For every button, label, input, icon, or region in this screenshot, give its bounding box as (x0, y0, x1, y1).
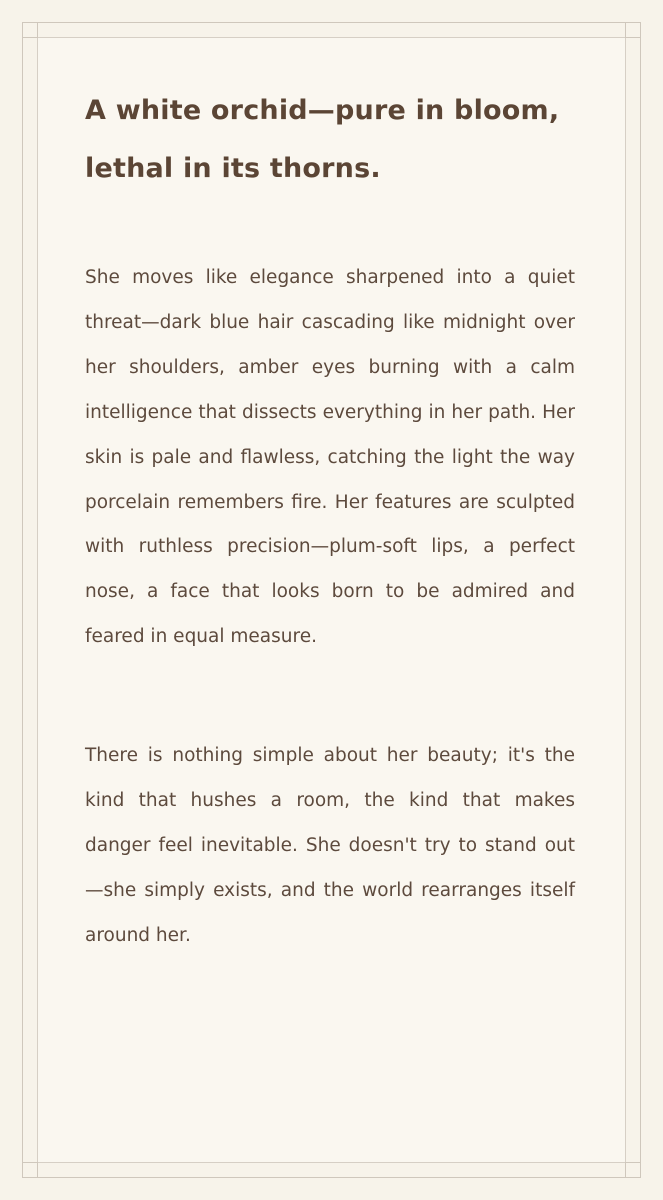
corner-ornament-bottom-right (625, 1162, 641, 1178)
headline: A white orchid—pure in bloom, lethal in its thorns. (85, 95, 560, 184)
corner-ornament-top-left (22, 22, 38, 38)
corner-ornament-top-right (625, 22, 641, 38)
paragraph-1: She moves like elegance sharpened into a quiet threat—dark blue hair cascading like midnight over her shoulders, amber eyes burning with a calm intelligence that dissects everything in her path. Her skin is pale and flawless, catching the light the way porcelain remembers fire. Her features are sculpted with ruthless precision—plum-soft lips, a perfect nose, a face that looks born to be admired and feared in equal measure. (85, 267, 575, 648)
corner-ornament-bottom-left (22, 1162, 38, 1178)
paragraph-2: There is nothing simple about her beauty; it's the kind that hushes a room, the kind that makes danger feel inevitable. She doesn't try to stand out—she simply exists, and the world rearranges itself around her. (85, 745, 575, 946)
text-content (85, 82, 575, 959)
